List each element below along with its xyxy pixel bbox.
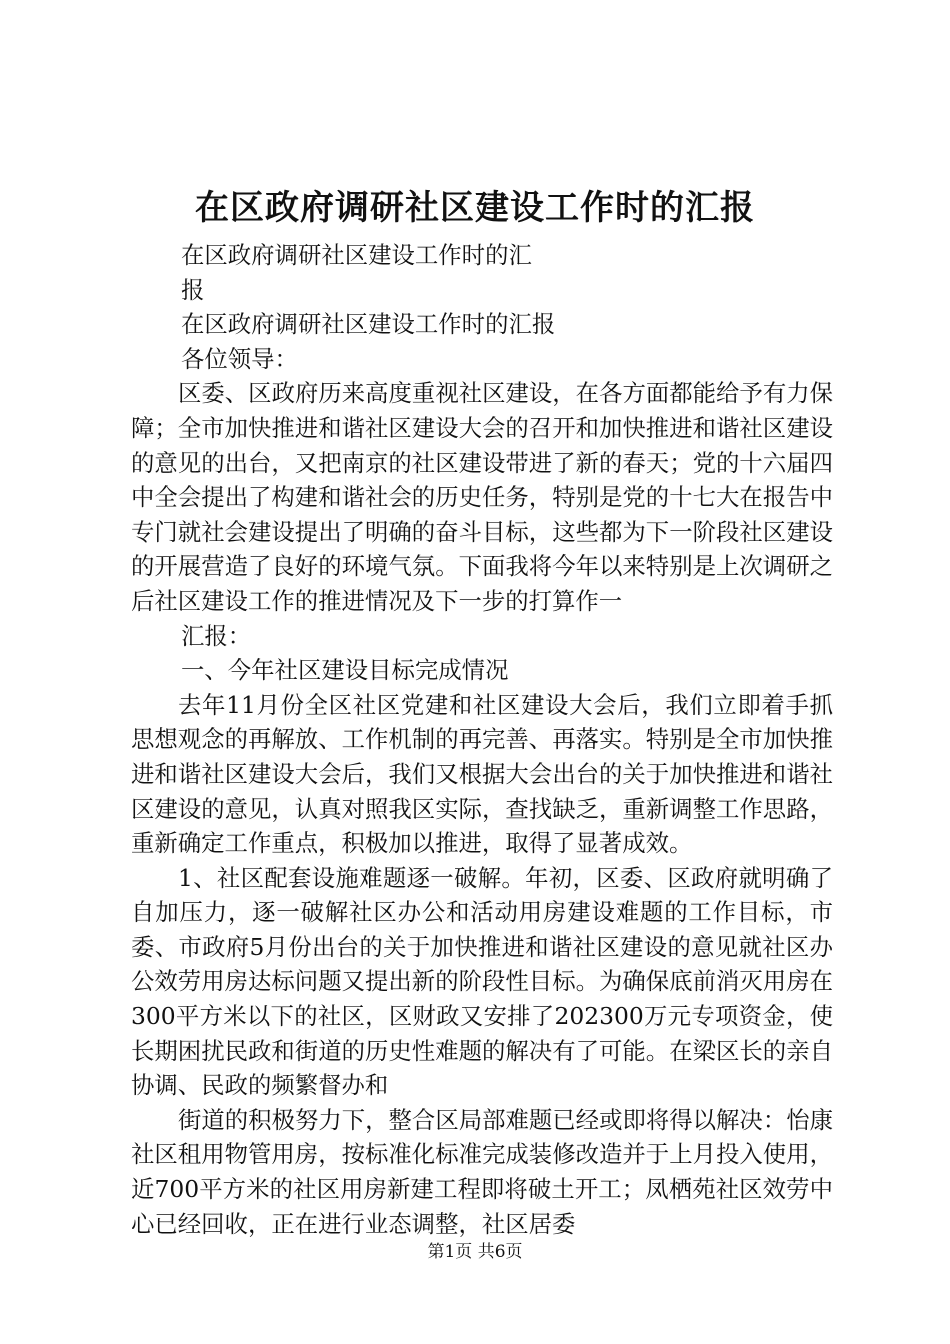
document-body: [131, 238, 833, 1241]
page-footer: 第1页 共6页: [427, 1242, 523, 1262]
paragraph-item-1-continued: 街道的积极努力下，整合区局部难题已经或即将得以解决：怡康社区租用物管用房，按标准化标准完成装修改造并于上月投入使用，近700平方米的社区用房新建工程即将破土开工；凤栖苑社区效劳中心已经回收，正在进行业态调整，社区居委: [131, 1105, 833, 1238]
paragraph-subtitle: 在区政府调研社区建设工作时的汇报: [181, 310, 556, 339]
paragraph-heading-line-1: 在区政府调研社区建设工作时的汇: [181, 241, 532, 269]
paragraph-report-label: 汇报：: [181, 621, 252, 650]
paragraph-salutation: 各位领导：: [181, 344, 298, 373]
paragraph-item-1: 1、社区配套设施难题逐一破解。年初，区委、区政府就明确了自加压力，逐一破解社区办公和活动用房建设难题的工作目标，市委、市政府5月份出台的关于加快推进和谐社区建设的意见就社区办公效劳用房达标问题又提出新的阶段性目标。为确保底前消灭用房在300平方米以下的社区，区财政又安排了202300万元专项资金，使长期困扰民政和街道的历史性难题的解决有了可能。在梁区长的亲自协调、民政的频繁督办和: [131, 863, 833, 1100]
paragraph-section-heading: 一、今年社区建设目标完成情况: [181, 656, 509, 685]
paragraph-intro: 区委、区政府历来高度重视社区建设，在各方面都能给予有力保障；全市加快推进和谐社区建设大会的召开和加快推进和谐社区建设的意见的出台，又把南京的社区建设带进了新的春天；党的十六届四中全会提出了构建和谐社会的历史任务，特别是党的十七大在报告中专门就社会建设提出了明确的奋斗目标，这些都为下一阶段社区建设的开展营造了良好的环境气氛。下面我将今年以来特别是上次调研之后社区建设工作的推进情况及下一步的打算作一: [131, 379, 833, 615]
document-title: 在区政府调研社区建设工作时的汇报: [195, 188, 755, 228]
paragraph-section-body: 去年11月份全区社区党建和社区建设大会后，我们立即着手抓思想观念的再解放、工作机制的再完善、再落实。特别是全市加快推进和谐社区建设大会后，我们又根据大会出台的关于加快推进和谐社区建设的意见，认真对照我区实际，查找缺乏，重新调整工作思路，重新确定工作重点，积极加以推进，取得了显著成效。: [131, 690, 833, 858]
paragraph-heading-line-2: 报: [181, 275, 205, 304]
